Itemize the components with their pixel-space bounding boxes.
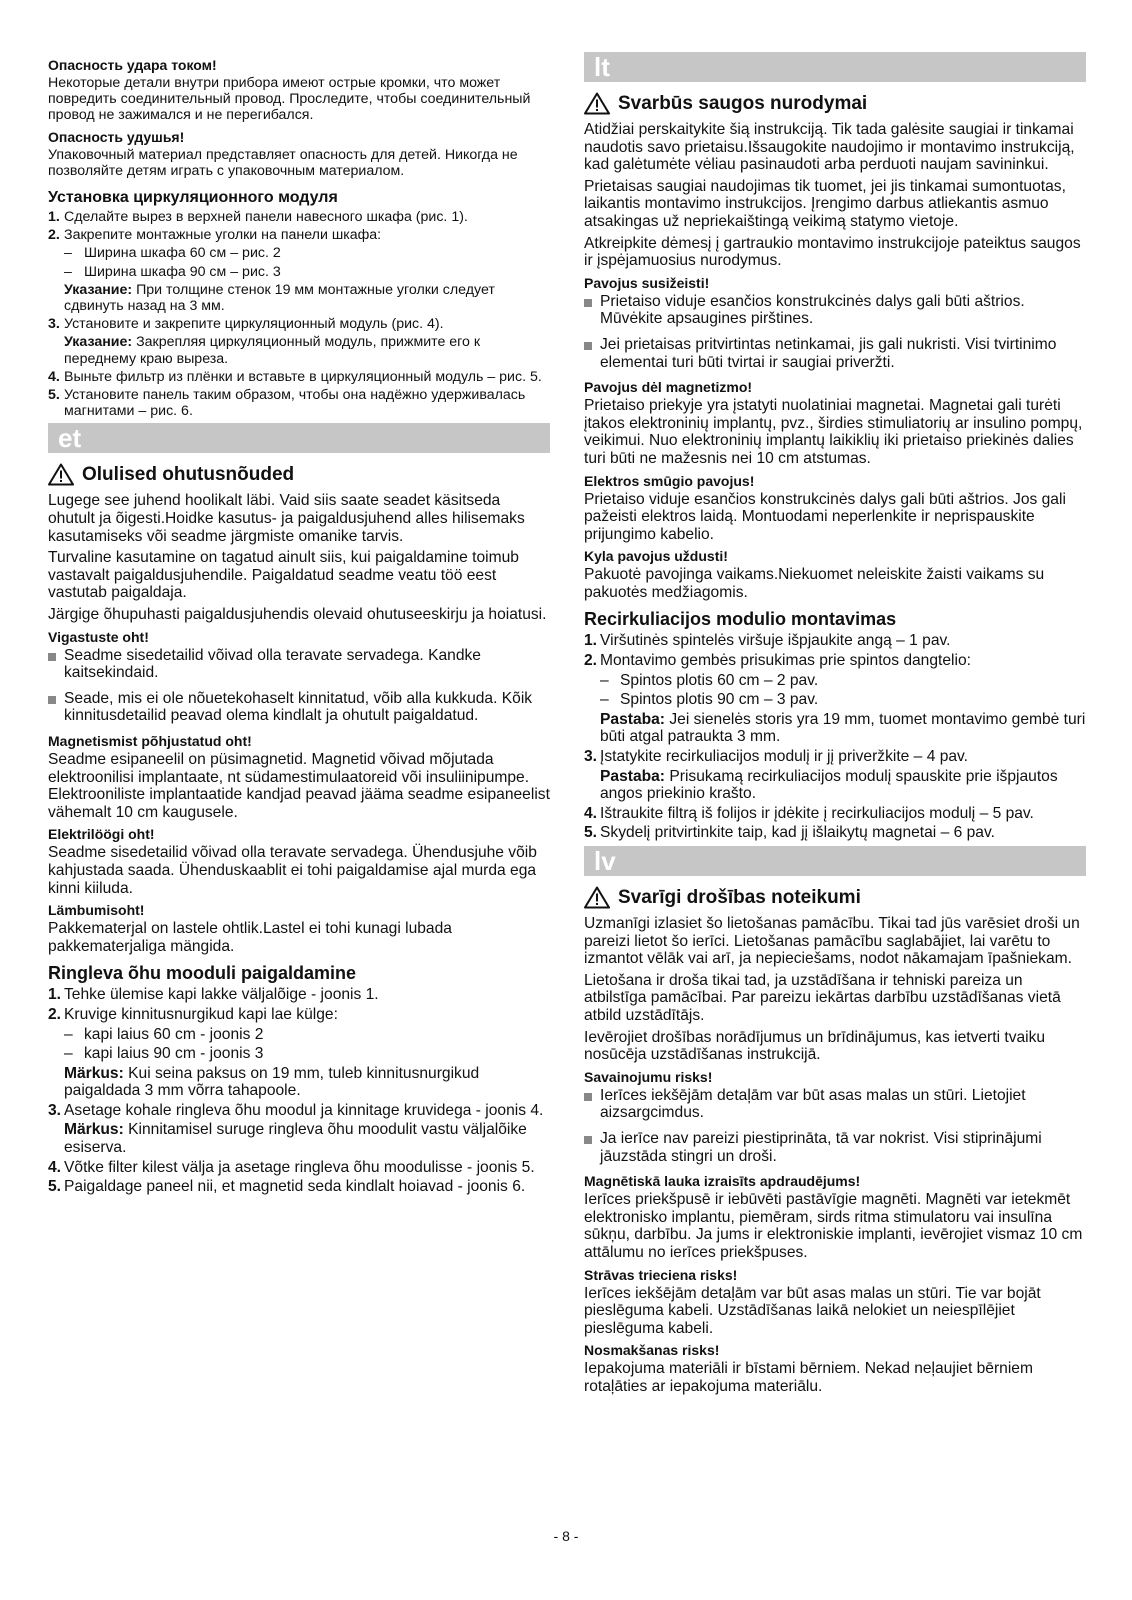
lt-step-1 [584, 632, 1086, 650]
et-dash-2 [64, 1045, 550, 1063]
ru-dash-2 [64, 264, 550, 280]
square-bullet-icon [48, 690, 64, 725]
square-bullet-icon [584, 1087, 600, 1122]
dash-text: Spintos plotis 60 cm – 2 pav. [620, 671, 819, 689]
step-text: Закрепите монтажные уголки на панели шкафа: [64, 227, 382, 244]
note-label: Указание: [64, 281, 133, 298]
et-suffocation-title: Lämbumisoht! [48, 902, 145, 919]
square-bullet-icon [584, 336, 600, 371]
et-intro-2: Turvaline kasutamine on tagatud ainult siis, kui paigaldamine toimub vastavalt paigaldusjuhendile. Paigaldatud seadme veatu töö eest vastutab paigaldaja. [48, 549, 519, 602]
et-shock-title: Elektrilöögi oht! [48, 826, 155, 843]
step-text: Montavimo gembės prisukimas prie spintos dangtelio: [600, 652, 971, 670]
lv-shock-text: Ierīces iekšējām detaļām var būt asas malas un stūri. Tie var bojāt pieslēguma kabeli. Uzstādīšanas laikā nelokiet un neiespīlējiet pieslēguma kabeli. [584, 1284, 1041, 1337]
bullet-text: Seadme sisedetailid võivad olla teravate servadega. Kandke kaitsekindaid. [64, 646, 481, 682]
ru-step-3 [48, 316, 550, 332]
note-label: Märkus: [64, 1064, 124, 1082]
lt-magnet-text: Prietaiso priekyje yra įstatyti nuolatiniai magnetai. Magnetai gali turėti įtakos elektroninių implantų, pvz., širdies stimuliatorių ar insulino pompų, veikimui. Nuo elektroninių implantų laikiklių iki prietaiso priekinės dalies turi būti ne mažesnis nei 10 cm atstumas. [584, 397, 1083, 467]
right-column [584, 52, 1086, 1399]
dash-mark: – [64, 1045, 73, 1063]
dash-text: Ширина шкафа 90 см – рис. 3 [84, 263, 281, 280]
et-note-2 [64, 1121, 550, 1156]
note-text: При толщине стенок 19 мм монтажные уголки следует сдвинуть назад на 3 мм. [64, 281, 495, 315]
lt-note-2 [600, 768, 1086, 803]
et-magnet-text: Seadme esipaneelil on püsimagnetid. Magnetid võivad mõjutada elektroonilisi implantaate, nt südamestimulaatoreid või insuliinipumpe. Elektrooniliste implantaatide kandjad peavad jääma seadme esipaneelist vähemalt 10 cm kaugusele. [48, 750, 550, 821]
note-label: Указание: [64, 334, 133, 351]
et-injury-bullet-1 [48, 647, 550, 682]
ru-install-title: Установка циркуляционного модуля [48, 189, 338, 207]
step-number: 1. [48, 986, 62, 1004]
dash-mark: – [64, 245, 72, 262]
dash-text: kapi laius 60 cm - joonis 2 [84, 1025, 264, 1043]
dash-text: Spintos plotis 90 cm – 3 pav. [620, 691, 819, 709]
lv-safety-heading [584, 886, 1086, 909]
lt-step-2 [584, 652, 1086, 670]
et-intro-1: Lugege see juhend hoolikalt läbi. Vaid siis saate seadet käsitseda ohutult ja õigesti.Hoidke kasutus- ja paigaldusjuhend alles hilisemaks kasutamiseks või seadme järgmiste omanike tarvis. [48, 492, 525, 545]
lt-step-5 [584, 824, 1086, 842]
lt-injury-bullet-2 [584, 336, 1086, 371]
ru-step-4 [48, 369, 550, 385]
note-text: Kui seina paksus on 19 mm, tuleb kinnitusnurgikud paigaldada 3 mm võrra tahapoole. [64, 1064, 480, 1100]
lt-suffocation-title: Kyla pavojus uždusti! [584, 548, 728, 565]
step-number: 2. [48, 1005, 62, 1023]
lv-intro-1: Uzmanīgi izlasiet šo lietošanas pamācību. Tikai tad jūs varēsiet droši un pareizi lietot šo ierīci. Lietošanas pamācību saglabājiet, lai varētu to izmantot vēlāk vai arī, ja nepieciešams, nodot nākamajam īpašniekam. [584, 915, 1080, 968]
bullet-text: Ierīces iekšējām detaļām var būt asas malas un stūri. Lietojiet aizsargcimdus. [600, 1086, 1026, 1122]
step-number: 5. [48, 1178, 62, 1196]
step-text: Viršutinės spintelės viršuje išpjaukite angą – 1 pav. [600, 632, 951, 650]
lv-suffocation-title: Nosmakšanas risks! [584, 1342, 720, 1359]
et-step-1 [48, 986, 550, 1004]
ru-suffocation-text: Упаковочный материал представляет опасность для детей. Никогда не позволяйте детям играть с упаковочным материалом. [48, 146, 518, 179]
note-text: Jei sienelės storis yra 19 mm, tuomet montavimo gembė turi būti atgal patraukta 3 mm. [600, 710, 1086, 746]
note-label: Märkus: [64, 1121, 124, 1139]
square-bullet-icon [584, 1130, 600, 1165]
ru-dash-1 [64, 245, 550, 261]
step-text: Įstatykite recirkuliacijos modulį ir jį priveržkite – 4 pav. [600, 748, 969, 766]
ru-suffocation-title: Опасность удушья! [48, 128, 185, 145]
ru-step-1 [48, 209, 550, 225]
step-number: 2. [584, 652, 598, 670]
ru-shock-text: Некоторые детали внутри прибора имеют острые кромки, что может повредить соединительный провод. Проследите, чтобы соединительный провод не зажимался и не перегибался. [48, 75, 531, 124]
step-text: Skydelį pritvirtinkite taip, kad jį išlaikytų magnetai – 6 pav. [600, 824, 995, 842]
lt-note-1 [600, 711, 1086, 746]
note-text: Prisukamą recirkuliacijos modulį spauskite prie išpjautos angos priekinio krašto. [600, 767, 1058, 803]
step-text: Asetage kohale ringleva õhu moodul ja kinnitage kruvidega - joonis 4. [64, 1101, 544, 1119]
lv-suffocation-text: Iepakojuma materiāli ir bīstami bērniem. Nekad neļaujiet bērniem rotaļāties ar iepakojuma materiālu. [584, 1360, 1033, 1395]
note-label: Pastaba: [600, 767, 666, 785]
lt-injury-bullet-1 [584, 293, 1086, 328]
et-step-4 [48, 1159, 550, 1177]
step-text: Ištraukite filtrą iš folijos ir įdėkite į recirkuliacijos modulį – 5 pav. [600, 804, 1034, 822]
lang-bar-et: et [48, 423, 550, 453]
ru-note-2 [64, 334, 550, 366]
ru-step-2 [48, 227, 550, 243]
lt-safety-title: Svarbūs saugos nurodymai [618, 92, 868, 114]
left-column [48, 52, 550, 1198]
dash-mark: – [600, 691, 609, 709]
et-dash-1 [64, 1026, 550, 1044]
note-text: Закрепляя циркуляционный модуль, прижмите его к переднему краю выреза. [64, 334, 481, 367]
step-number: 5. [48, 387, 60, 404]
lv-injury-title: Savainojumu risks! [584, 1068, 713, 1085]
step-text: Выньте фильтр из плёнки и вставьте в циркуляционный модуль – рис. 5. [64, 368, 542, 385]
note-text: Kinnitamisel suruge ringleva õhu moodulit vastu väljalõike esiserva. [64, 1121, 527, 1157]
lv-magnet-title: Magnētiskā lauka izraisīts apdraudējums! [584, 1173, 861, 1190]
step-number: 2. [48, 227, 60, 244]
et-magnet-title: Magnetismist põhjustatud oht! [48, 732, 252, 749]
lt-install-title: Recirkuliacijos modulio montavimas [584, 609, 897, 630]
step-number: 4. [584, 804, 598, 822]
lt-step-4 [584, 805, 1086, 823]
et-step-3 [48, 1102, 550, 1120]
lv-injury-bullet-1 [584, 1087, 1086, 1122]
lv-magnet-text: Ierīces priekšpusē ir iebūvēti pastāvīgie magnēti. Magnēti var ietekmēt elektronisko implantu, piemēram, sirds ritma stimulatoru vai insulīna sūkņu, darbību. Ja jums ir elektroniskie implanti, ievērojiet vismaz 10 cm attālumu no ierīces priekšpuses. [584, 1191, 1083, 1261]
lt-intro-2: Prietaisas saugiai naudojimas tik tuomet, jei jis tinkamai sumontuotas, laikantis montavimo instrukcijos. Įrengimo darbus atliekantis asmuo atsakingas už nepriekaištingą veikimą statymo vietoje. [584, 177, 1066, 230]
lt-safety-heading [584, 92, 1086, 115]
lv-intro-3: Ievērojiet drošības norādījumus un brīdinājumus, kas ietverti tvaiku nosūcēja uzstādīšanas instrukcijā. [584, 1028, 1046, 1064]
et-note-1 [64, 1065, 550, 1100]
et-suffocation-text: Pakkematerjal on lastele ohtlik.Lastel ei tohi kunagi lubada pakkematerjaliga mängida. [48, 920, 452, 955]
et-install-steps [48, 986, 550, 1196]
bullet-text: Prietaiso viduje esančios konstrukcinės dalys gali būti aštrios. Mūvėkite apsaugines pirštines. [600, 292, 1025, 328]
step-text: Установите панель таким образом, чтобы она надёжно удерживалась магнитами – рис. 6. [64, 387, 526, 420]
lt-injury-title: Pavojus susižeisti! [584, 274, 710, 291]
ru-step-5 [48, 387, 550, 419]
step-text: Установите и закрепите циркуляционный модуль (рис. 4). [64, 316, 444, 333]
ru-shock-title: Опасность удара током! [48, 57, 217, 73]
step-number: 3. [48, 316, 60, 333]
warning-triangle-icon [584, 886, 610, 909]
warning-triangle-icon [584, 92, 610, 115]
lt-magnet-title: Pavojus dėl magnetizmo! [584, 379, 753, 396]
et-step-2 [48, 1006, 550, 1024]
square-bullet-icon [48, 647, 64, 682]
et-shock-text: Seadme sisedetailid võivad olla teravate servadega. Ühendusjuhe võib kahjustada saada. Ühenduskaablit ei tohi paigaldamise ajal murda ega kinni kiiluda. [48, 844, 537, 897]
et-safety-title: Olulised ohutusnõuded [82, 463, 295, 485]
lt-intro-3: Atkreipkite dėmesį į gartraukio montavimo instrukcijoje pateiktus saugos ir įspėjamuosius nurodymus. [584, 234, 1081, 270]
dash-text: kapi laius 90 cm - joonis 3 [84, 1045, 264, 1063]
lang-bar-lv: lv [584, 846, 1086, 876]
bullet-text: Jei prietaisas pritvirtintas netinkamai, jis gali nukristi. Visi tvirtinimo elementai turi būti tvirtai ir saugiai priveržti. [600, 335, 1057, 371]
et-injury-title: Vigastuste oht! [48, 628, 149, 645]
bullet-text: Seade, mis ei ole nõuetekohaselt kinnitatud, võib alla kukkuda. Kõik kinnitusdetailid peavad olema kindlalt ja ohutult paigaldatud. [64, 689, 533, 725]
lv-injury-bullet-2 [584, 1130, 1086, 1165]
ru-install-steps [48, 209, 550, 419]
et-safety-heading [48, 463, 550, 486]
dash-mark: – [600, 671, 609, 689]
step-text: Сделайте вырез в верхней панели навесного шкафа (рис. 1). [64, 209, 468, 226]
step-number: 1. [584, 632, 598, 650]
lang-bar-lt: lt [584, 52, 1086, 82]
lt-intro-1: Atidžiai perskaitykite šią instrukciją. Tik tada galėsite saugiai ir tinkamai naudotis savo prietaisu.Išsaugokite naudojimo ir montavimo instrukciją, kad galėtumėte vėliau pasinaudoti arba perduoti naujam savininkui. [584, 121, 1075, 174]
step-text: Tehke ülemise kapi lakke väljalõige - joonis 1. [64, 986, 379, 1004]
et-install-title: Ringleva õhu mooduli paigaldamine [48, 963, 357, 984]
step-number: 1. [48, 209, 60, 226]
lt-suffocation-text: Pakuotė pavojinga vaikams.Niekuomet neleiskite žaisti vaikams su pakuotės medžiagomis. [584, 566, 1045, 601]
et-step-5 [48, 1178, 550, 1196]
lt-install-steps [584, 632, 1086, 842]
lt-dash-2 [600, 691, 1086, 709]
lt-step-3 [584, 748, 1086, 766]
lt-shock-title: Elektros smūgio pavojus! [584, 472, 755, 489]
note-label: Pastaba: [600, 710, 666, 728]
lv-shock-title: Strāvas trieciena risks! [584, 1266, 738, 1283]
lv-intro-2: Lietošana ir droša tikai tad, ja uzstādīšana ir tehniski pareiza un atbilstīga pamācībai. Par pareizu iekārtas darbību uzstādīšanas vietā atbild uzstādītājs. [584, 971, 1061, 1024]
lv-safety-title: Svarīgi drošības noteikumi [618, 886, 861, 908]
warning-triangle-icon [48, 463, 74, 486]
page-number: - 8 - [553, 1528, 579, 1544]
step-text: Paigaldage paneel nii, et magnetid seda kindlalt hoiavad - joonis 6. [64, 1178, 526, 1196]
dash-mark: – [64, 1025, 73, 1043]
square-bullet-icon [584, 293, 600, 328]
bullet-text: Ja ierīce nav pareizi piestiprināta, tā var nokrist. Visi stiprinājumi jāuzstāda stingri un droši. [600, 1129, 1042, 1165]
step-text: Kruvige kinnitusnurgikud kapi lae külge: [64, 1005, 338, 1023]
step-number: 4. [48, 1158, 62, 1176]
lt-dash-1 [600, 672, 1086, 690]
et-injury-bullet-2 [48, 690, 550, 725]
et-intro-3: Järgige õhupuhasti paigaldusjuhendis olevaid ohutuseeskirju ja hoiatusi. [48, 606, 547, 624]
step-number: 5. [584, 824, 598, 842]
ru-note-1 [64, 282, 550, 314]
step-number: 3. [584, 748, 598, 766]
dash-text: Ширина шкафа 60 см – рис. 2 [84, 245, 281, 262]
step-number: 3. [48, 1101, 62, 1119]
step-number: 4. [48, 368, 60, 385]
dash-mark: – [64, 263, 72, 280]
step-text: Võtke filter kilest välja ja asetage ringleva õhu moodulisse - joonis 5. [64, 1158, 535, 1176]
lt-shock-text: Prietaiso viduje esančios konstrukcinės dalys gali būti aštrios. Jos gali pažeisti elektros laidą. Montuodami neperlenkite ir neprispauskite prijungimo kabelio. [584, 490, 1066, 543]
